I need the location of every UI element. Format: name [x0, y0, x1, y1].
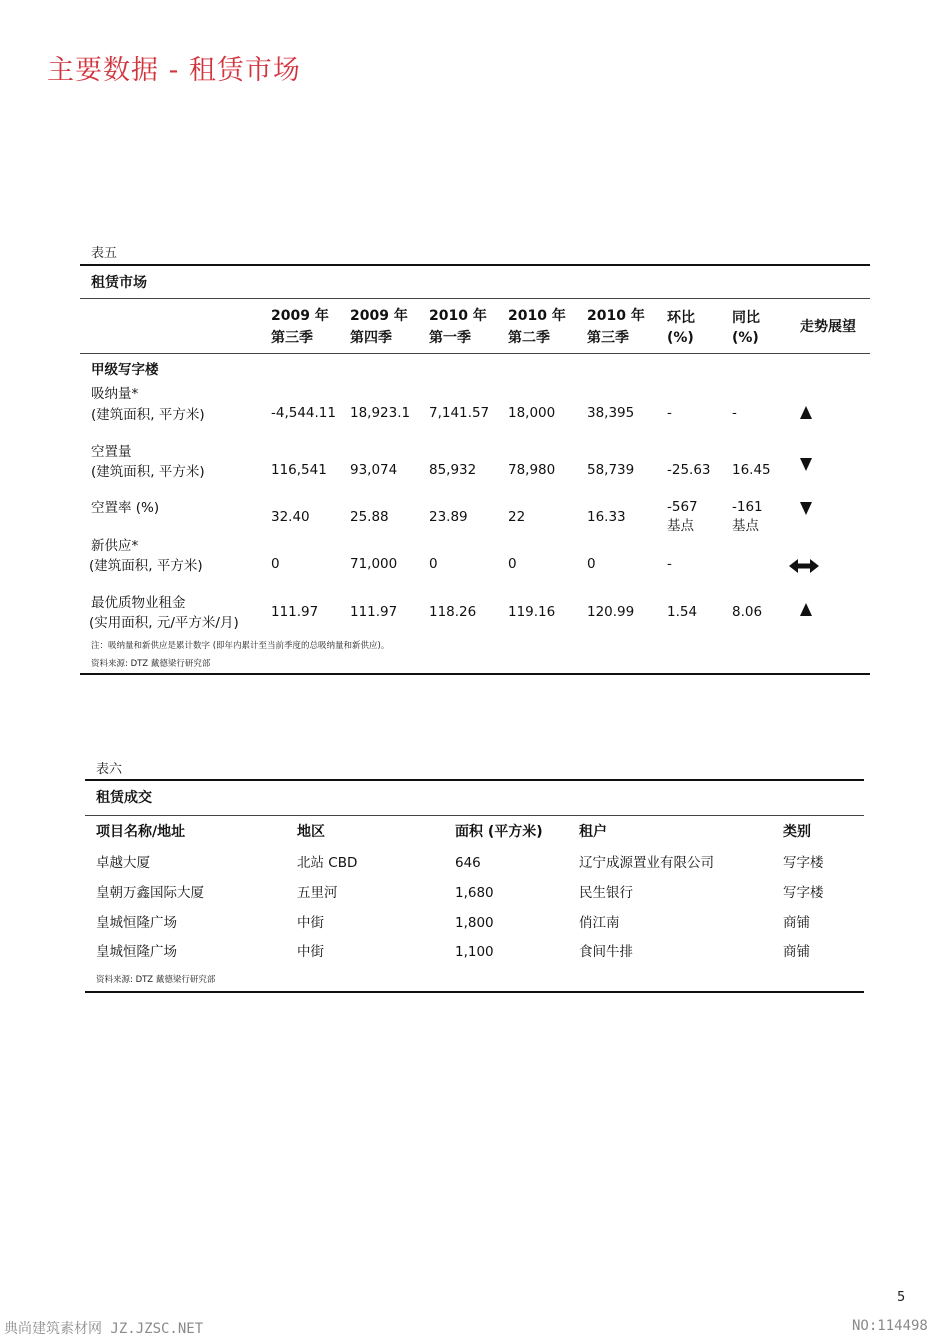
table-cell: 32.40 [271, 509, 310, 525]
column-header: 项目名称/地址 [96, 824, 186, 840]
qoq-cell: -567 [667, 499, 698, 515]
column-header: 2009 年 [350, 308, 408, 324]
page-number: 5 [897, 1290, 906, 1305]
qoq-cell: - [667, 556, 672, 572]
table-cell: 0 [429, 556, 438, 572]
row-sublabel: (建筑面积, 平方米) [91, 464, 205, 480]
tenant-cell: 俏江南 [579, 915, 620, 931]
column-header: 第二季 [508, 330, 550, 346]
column-header: (%) [667, 330, 694, 346]
column-header: 环比 [667, 310, 695, 326]
yoy-cell: - [732, 405, 737, 421]
column-header: 第四季 [350, 330, 392, 346]
row-label: 吸纳量* [91, 386, 139, 402]
column-header: 租户 [579, 824, 607, 840]
table-cell: 119.16 [508, 604, 556, 620]
table-cell: 58,739 [587, 462, 635, 478]
trend-up-icon [800, 603, 812, 616]
table-cell: 18,923.1 [350, 405, 411, 421]
column-header: 第三季 [271, 330, 313, 346]
table-cell: 0 [587, 556, 596, 572]
row-label: 空置率 (%) [91, 500, 160, 516]
table-source: 资料来源: DTZ 戴德梁行研究部 [91, 659, 211, 669]
qoq-cell: - [667, 405, 672, 421]
trend-up-icon [800, 406, 812, 419]
row-sublabel: (建筑面积, 平方米) [91, 407, 205, 423]
row-sublabel: (建筑面积, 平方米) [89, 558, 203, 574]
type-cell: 商铺 [783, 915, 810, 931]
project-cell: 皇朝万鑫国际大厦 [96, 885, 204, 901]
table-cell: 0 [508, 556, 517, 572]
table-cell: 71,000 [350, 556, 398, 572]
qoq-cell: -25.63 [667, 462, 711, 478]
table-cell: 38,395 [587, 405, 635, 421]
district-cell: 北站 CBD [297, 855, 358, 871]
column-header: 走势展望 [800, 319, 856, 335]
yoy-cell: -161 [732, 499, 763, 515]
qoq-unit: 基点 [667, 518, 694, 534]
district-cell: 中街 [297, 915, 324, 931]
yoy-unit: 基点 [732, 518, 759, 534]
column-header: 2009 年 [271, 308, 329, 324]
column-header: 类别 [783, 824, 811, 840]
table-cell: 93,074 [350, 462, 398, 478]
table5-bottom-rule [80, 673, 870, 675]
row-label: 空置量 [91, 444, 132, 460]
table5-heading: 租赁市场 [91, 275, 147, 291]
row-sublabel: (实用面积, 元/平方米/月) [89, 615, 239, 631]
table-cell: 25.88 [350, 509, 389, 525]
watermark-right: NO:114498 [852, 1318, 928, 1334]
table-cell: 120.99 [587, 604, 635, 620]
project-cell: 卓越大厦 [96, 855, 150, 871]
column-header: 第一季 [429, 330, 471, 346]
trend-down-icon [800, 502, 812, 515]
type-cell: 写字楼 [783, 885, 824, 901]
table-cell: 85,932 [429, 462, 477, 478]
page-title: 主要数据 - 租赁市场 [47, 55, 301, 86]
column-header: 2010 年 [508, 308, 566, 324]
table-cell: -4,544.11 [271, 405, 336, 421]
yoy-cell: 8.06 [732, 604, 763, 620]
row-label: 最优质物业租金 [91, 595, 186, 611]
row-label: 新供应* [91, 538, 139, 554]
area-cell: 1,680 [455, 885, 494, 901]
table-cell: 18,000 [508, 405, 556, 421]
table6-heading-rule [85, 815, 864, 816]
table5-top-rule [80, 264, 870, 266]
table-cell: 111.97 [271, 604, 319, 620]
table-cell: 78,980 [508, 462, 556, 478]
table-cell: 116,541 [271, 462, 327, 478]
trend-flat-icon [789, 559, 819, 573]
table-cell: 7,141.57 [429, 405, 490, 421]
project-cell: 皇城恒隆广场 [96, 944, 177, 960]
tenant-cell: 辽宁成源置业有限公司 [579, 855, 714, 871]
qoq-cell: 1.54 [667, 604, 698, 620]
watermark-left: 典尚建筑素材网 JZ.JZSC.NET [4, 1321, 204, 1337]
district-cell: 中街 [297, 944, 324, 960]
tenant-cell: 民生银行 [579, 885, 633, 901]
column-header: 2010 年 [429, 308, 487, 324]
table5-heading-rule [80, 298, 870, 299]
table6-bottom-rule [85, 991, 864, 993]
area-cell: 1,100 [455, 944, 494, 960]
table-cell: 23.89 [429, 509, 468, 525]
column-header: 第三季 [587, 330, 629, 346]
project-cell: 皇城恒隆广场 [96, 915, 177, 931]
type-cell: 写字楼 [783, 855, 824, 871]
column-header: 地区 [297, 824, 325, 840]
table5-header-rule [80, 353, 870, 354]
table6-top-rule [85, 779, 864, 781]
column-header: (%) [732, 330, 759, 346]
type-cell: 商铺 [783, 944, 810, 960]
table6-caption: 表六 [96, 762, 123, 777]
trend-down-icon [800, 458, 812, 471]
column-header: 面积 (平方米) [455, 824, 543, 840]
tenant-cell: 食间牛排 [579, 944, 633, 960]
table5-caption: 表五 [91, 246, 118, 261]
table-source: 资料来源: DTZ 戴德梁行研究部 [96, 975, 216, 985]
table-cell: 118.26 [429, 604, 477, 620]
table-cell: 16.33 [587, 509, 626, 525]
table-cell: 0 [271, 556, 280, 572]
yoy-cell: 16.45 [732, 462, 771, 478]
table-cell: 111.97 [350, 604, 398, 620]
area-cell: 1,800 [455, 915, 494, 931]
column-header: 2010 年 [587, 308, 645, 324]
district-cell: 五里河 [297, 885, 338, 901]
table6-heading: 租赁成交 [96, 790, 152, 806]
area-cell: 646 [455, 855, 481, 871]
section-label: 甲级写字楼 [91, 362, 159, 378]
column-header: 同比 [732, 310, 760, 326]
table-cell: 22 [508, 509, 526, 525]
table-note: 注：吸纳量和新供应是累计数字 (即年内累计至当前季度的总吸纳量和新供应)。 [91, 641, 390, 651]
